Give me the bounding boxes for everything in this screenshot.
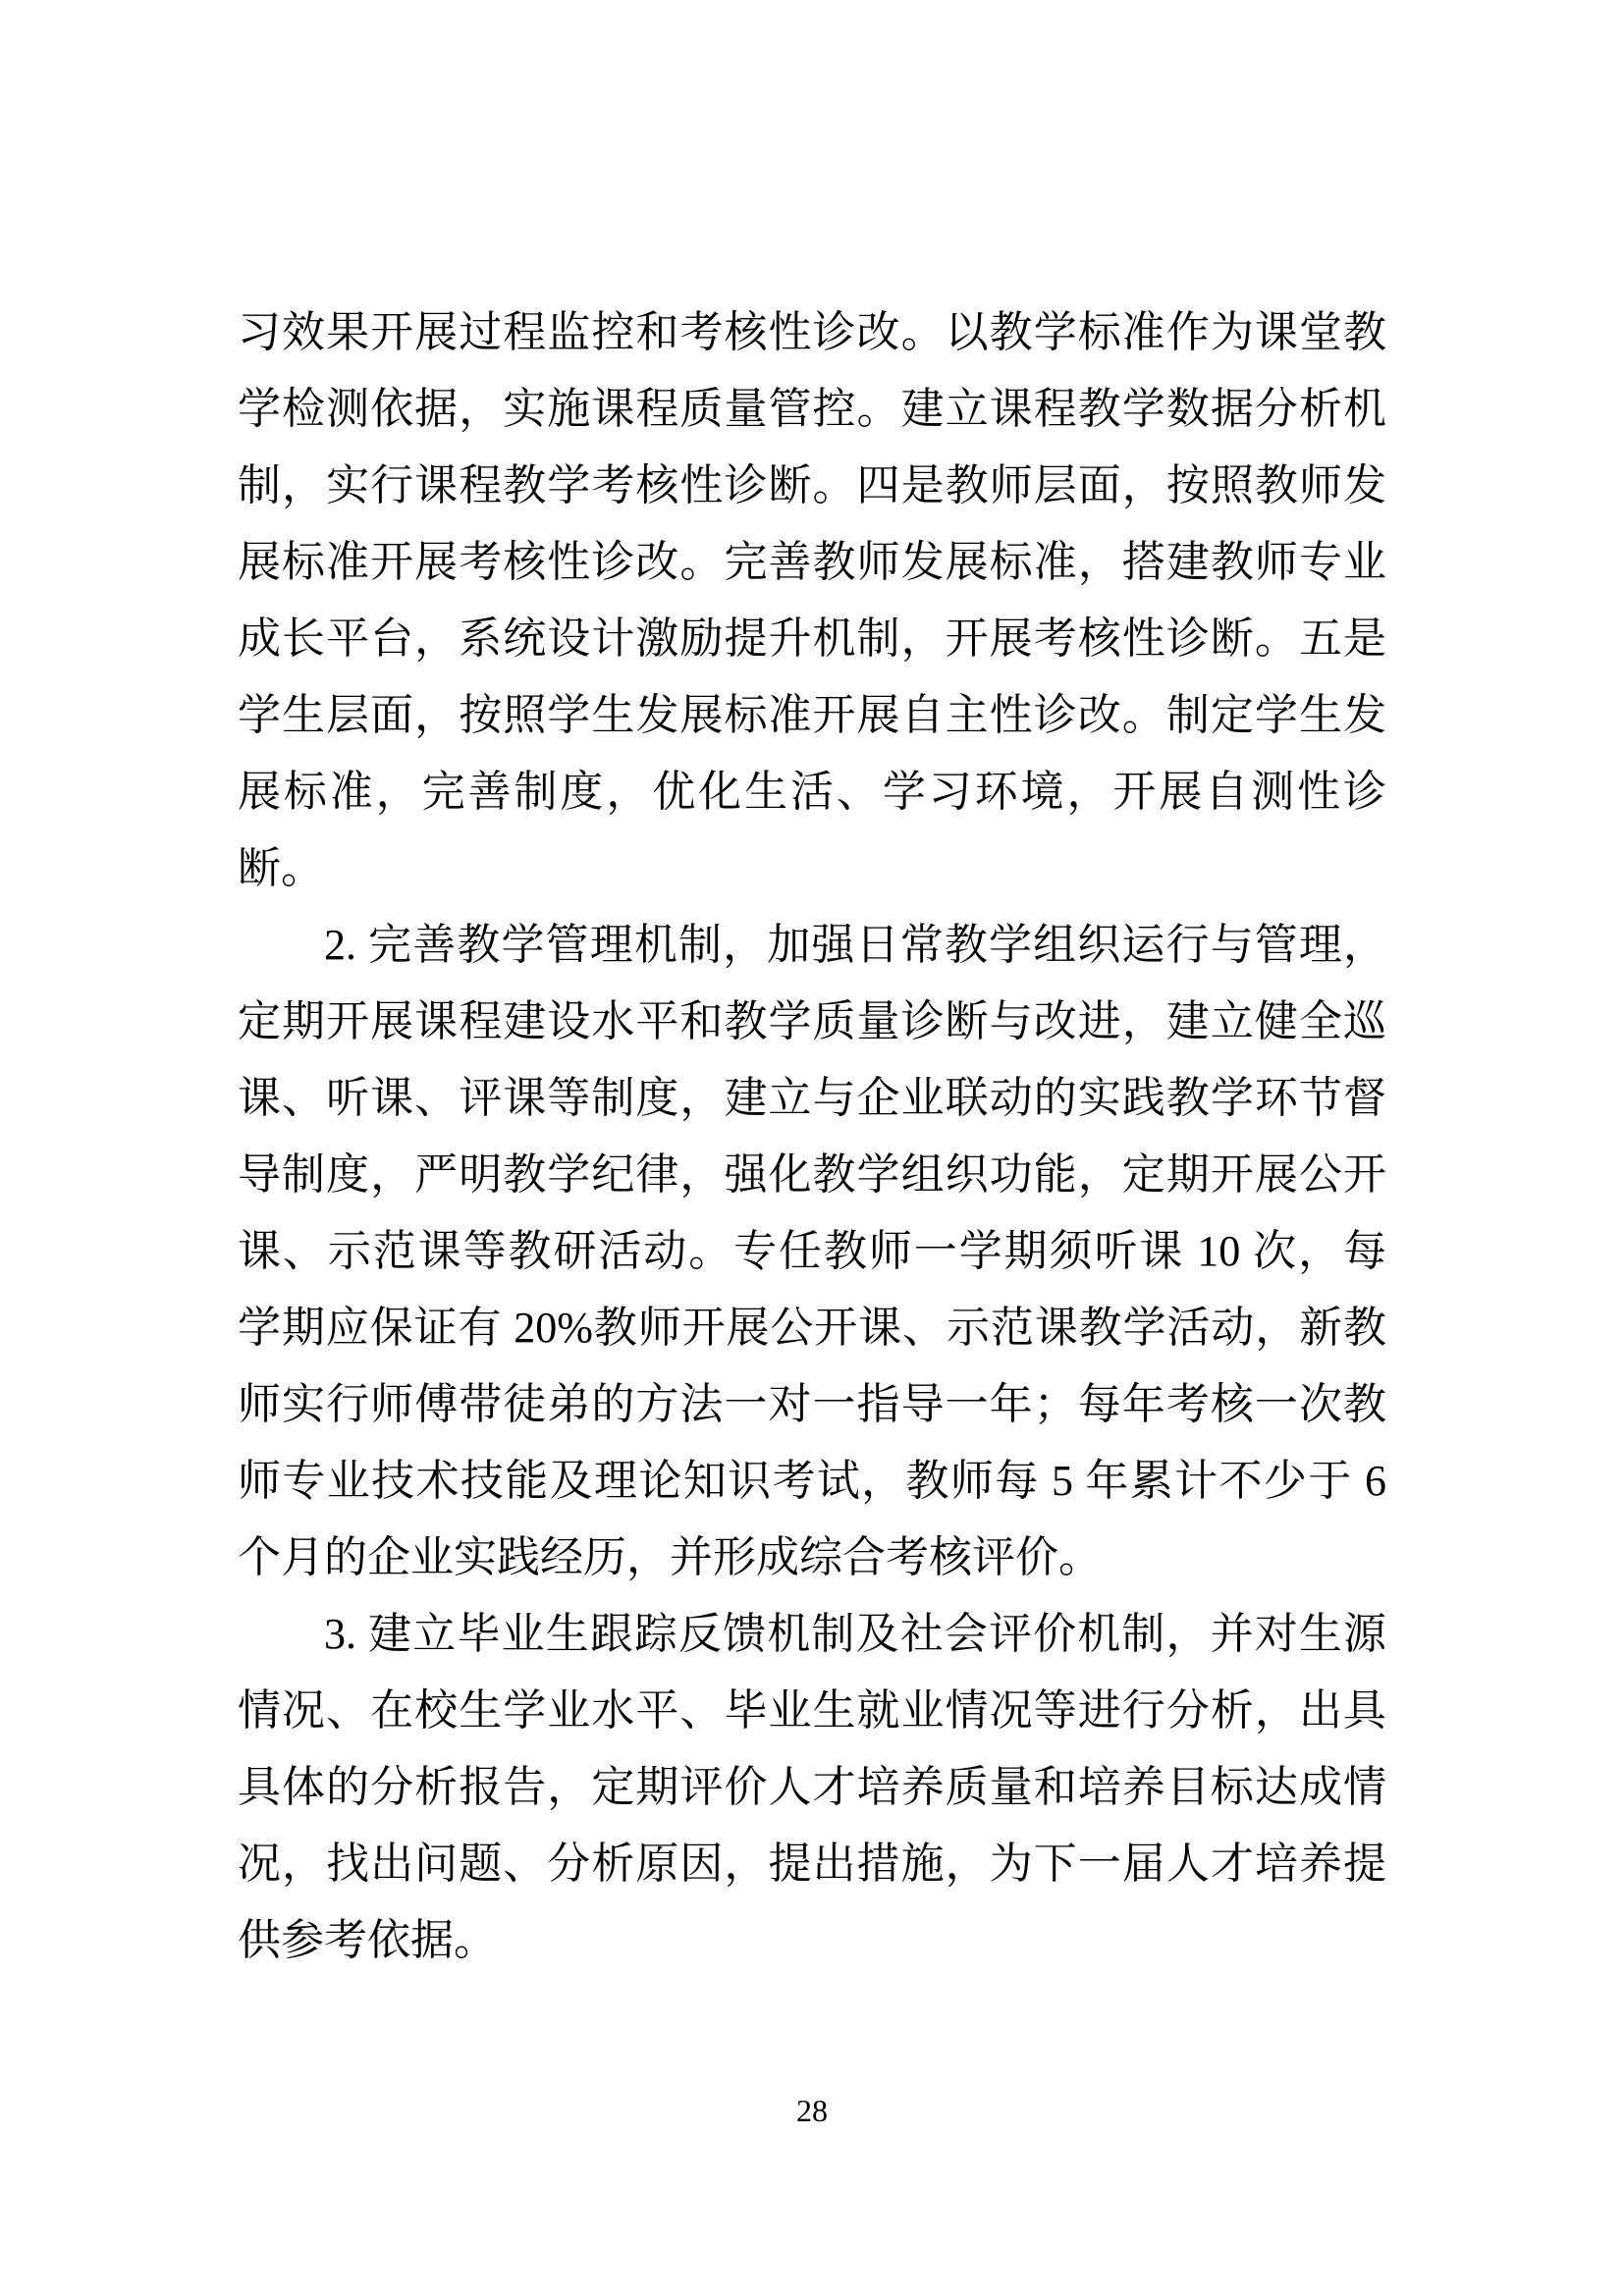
text-line: 课、示范课等教研活动。专任教师一学期须听课 10 次，每: [238, 1227, 1386, 1275]
text-line: 况，找出问题、分析原因，提出措施，为下一届人才培养提: [238, 1840, 1386, 1888]
text-line: 师专业技术技能及理论知识考试，教师每 5 年累计不少于 6: [238, 1457, 1386, 1505]
text-line: 学生层面，按照学生发展标准开展自主性诊改。制定学生发: [238, 691, 1386, 739]
text-line: 定期开展课程建设水平和教学质量诊断与改进，建立健全巡: [238, 997, 1386, 1045]
text-line: 断。: [238, 844, 324, 892]
text-block: [238, 294, 1386, 1979]
text-line: 2. 完善教学管理机制，加强日常教学组织运行与管理，: [324, 921, 1386, 969]
text-line: 具体的分析报告，定期评价人才培养质量和培养目标达成情: [238, 1763, 1386, 1811]
text-line: 学检测依据，实施课程质量管控。建立课程教学数据分析机: [238, 385, 1386, 433]
text-line: 情况、在校生学业水平、毕业生就业情况等进行分析，出具: [238, 1686, 1386, 1735]
text-line: 学期应保证有 20%教师开展公开课、示范课教学活动，新教: [238, 1304, 1386, 1352]
page-number: 28: [796, 2093, 828, 2128]
text-line: 导制度，严明教学纪律，强化教学组织功能，定期开展公开: [238, 1150, 1386, 1199]
text-line: 课、听课、评课等制度，建立与企业联动的实践教学环节督: [238, 1074, 1386, 1122]
text-line: 成长平台，系统设计激励提升机制，开展考核性诊断。五是: [238, 614, 1386, 663]
paragraph: [238, 907, 1386, 1596]
text-line: 展标准开展考核性诊改。完善教师发展标准，搭建教师专业: [238, 538, 1386, 586]
text-line: 3. 建立毕业生跟踪反馈机制及社会评价机制，并对生源: [324, 1610, 1386, 1658]
text-line: 展标准，完善制度，优化生活、学习环境，开展自测性诊: [238, 768, 1386, 816]
text-line: 师实行师傅带徒弟的方法一对一指导一年；每年考核一次教: [238, 1380, 1386, 1428]
paragraph: [238, 1596, 1386, 1979]
text-line: 制，实行课程教学考核性诊断。四是教师层面，按照教师发: [238, 461, 1386, 509]
text-line: 个月的企业实践经历，并形成综合考核评价。: [238, 1533, 1102, 1581]
page-footer: [0, 2091, 1624, 2130]
paragraph: [238, 294, 1386, 907]
text-line: 习效果开展过程监控和考核性诊改。以教学标准作为课堂教: [238, 308, 1386, 356]
text-line: 供参考依据。: [238, 1916, 497, 1964]
